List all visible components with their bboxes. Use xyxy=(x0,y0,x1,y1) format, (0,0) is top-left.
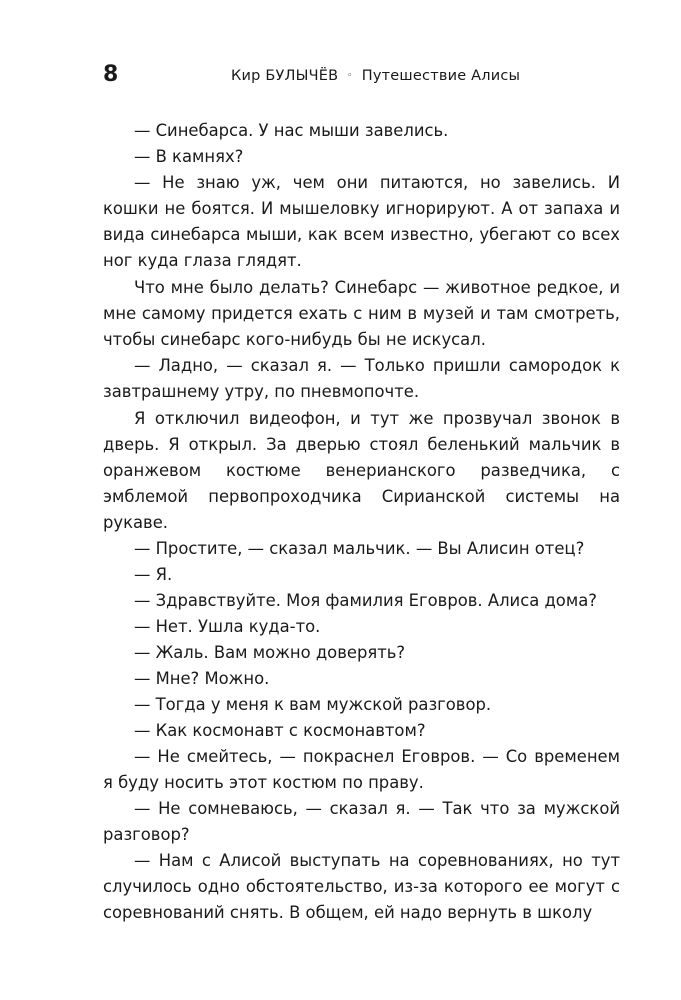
paragraph: — Не смейтесь, — покраснел Еговров. — Со временем я буду носить этот костюм по праву. xyxy=(103,747,620,792)
paragraph: — Я. xyxy=(134,565,173,584)
author-name: Кир БУЛЫЧЁВ xyxy=(231,68,339,84)
page-number: 8 xyxy=(103,62,119,87)
page-header xyxy=(103,62,623,92)
paragraph: — Синебарса. У нас мыши завелись. xyxy=(134,121,449,140)
paragraph: — Тогда у меня к вам мужской разговор. xyxy=(134,695,492,714)
paragraph: — Мне? Можно. xyxy=(134,669,270,688)
paragraph: — Жаль. Вам можно доверять? xyxy=(134,643,406,662)
paragraph: — Не сомневаюсь, — сказал я. — Так что за мужской разговор? xyxy=(103,799,620,844)
paragraph: — Не знаю уж, чем они питаются, но завелись. И кошки не боятся. И мышеловку игнорируют. А от запаха и вида синебарса мыши, как всем известно, убегают со всех ног куда глаза глядят. xyxy=(103,173,620,270)
paragraph: — Нет. Ушла куда-то. xyxy=(134,617,321,636)
header-separator: ◦ xyxy=(347,71,353,81)
paragraph: — В камнях? xyxy=(134,147,244,166)
paragraph: — Простите, — сказал мальчик. — Вы Алисин отец? xyxy=(134,539,585,558)
paragraph: — Ладно, — сказал я. — Только пришли самородок к завтрашнему утру, по пневмопочте. xyxy=(103,356,620,401)
running-head xyxy=(231,66,520,86)
book-title: Путешествие Алисы xyxy=(361,68,521,84)
paragraph: — Здравствуйте. Моя фамилия Еговров. Алиса дома? xyxy=(134,591,597,610)
paragraph: — Как космонавт с космонавтом? xyxy=(134,721,426,740)
paragraph: — Нам с Алисой выступать на соревнованиях, но тут случилось одно обстоятельство, из-за которого ее могут с соревнований снять. В общем, ей надо вернуть в школу xyxy=(103,851,620,922)
page-body xyxy=(103,118,620,926)
paragraph: Что мне было делать? Синебарс — животное редкое, и мне самому придется ехать с ним в музей и там смотреть, чтобы синебарс кого-нибудь бы не искусал. xyxy=(103,278,620,349)
paragraph: Я отключил видеофон, и тут же прозвучал звонок в дверь. Я открыл. За дверью стоял беленький мальчик в оранжевом костюме венерианского разведчика, с эмблемой первопроходчика Сирианской системы на рукаве. xyxy=(103,409,620,532)
